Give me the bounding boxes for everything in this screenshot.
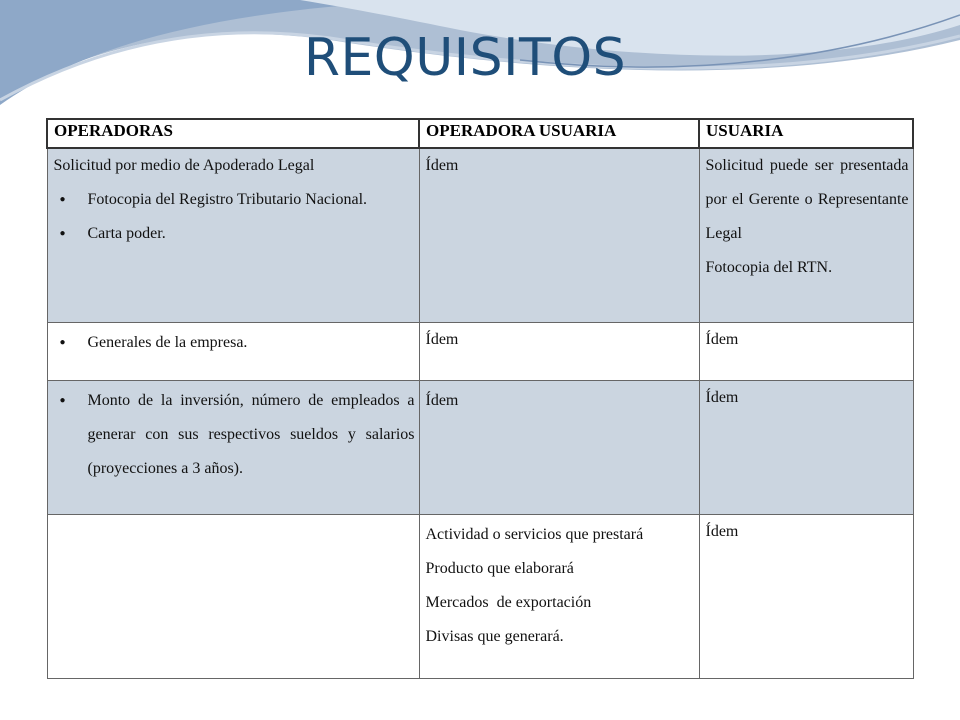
- bullet-list: [54, 384, 415, 486]
- bullet-list: [54, 326, 415, 360]
- table-cell: [47, 380, 419, 514]
- slide-title: REQUISITOS: [303, 28, 627, 88]
- table-cell: [47, 322, 419, 380]
- bullet-list: [54, 183, 415, 251]
- table-cell: [419, 514, 699, 678]
- table-row: [47, 380, 913, 514]
- table-cell: [419, 322, 699, 380]
- cell-text: Producto que elaborará: [425, 559, 574, 577]
- table-cell: [699, 380, 913, 514]
- cell-text: Ídem: [705, 522, 739, 540]
- table-cell: [47, 148, 419, 322]
- table-cell: [419, 148, 699, 322]
- cell-text: Ídem: [425, 391, 459, 409]
- cell-text: Ídem: [705, 330, 739, 348]
- requirements-table: [46, 118, 914, 679]
- cell-text: Actividad o servicios que prestará: [425, 525, 644, 543]
- list-item: ● Generales de la empresa.: [88, 326, 415, 360]
- list-item: ● Fotocopia del Registro Tributario Nacional.: [88, 183, 415, 217]
- list-item: ● Monto de la inversión, número de empleados a generar con sus respectivos sueldos y salarios (proyecciones a 3 años).: [88, 384, 415, 486]
- table-header-row: [47, 119, 913, 148]
- cell-text: Mercados de exportación: [425, 593, 592, 611]
- table-row: [47, 514, 913, 678]
- cell-text: Ídem: [425, 157, 459, 174]
- column-header-usuaria: USUARIA: [699, 119, 913, 148]
- list-item: ● Carta poder.: [88, 217, 415, 251]
- table-cell: [699, 514, 913, 678]
- table-row: [47, 148, 913, 322]
- table-cell: [419, 380, 699, 514]
- cell-text: Fotocopia del RTN.: [705, 259, 833, 276]
- cell-text: Solicitud por medio de Apoderado Legal: [53, 157, 315, 174]
- column-header-operadora-usuaria: OPERADORA USUARIA: [419, 119, 699, 148]
- table-row: [47, 322, 913, 380]
- table-cell: [699, 322, 913, 380]
- table-cell: [699, 148, 913, 322]
- cell-text: Ídem: [705, 388, 739, 406]
- cell-text: Divisas que generará.: [425, 627, 564, 645]
- table-cell: [47, 514, 419, 678]
- cell-text: Solicitud puede ser presentada por el Gerente o Representante Legal: [705, 157, 909, 242]
- cell-text: Ídem: [425, 330, 459, 348]
- column-header-operadoras: OPERADORAS: [47, 119, 419, 148]
